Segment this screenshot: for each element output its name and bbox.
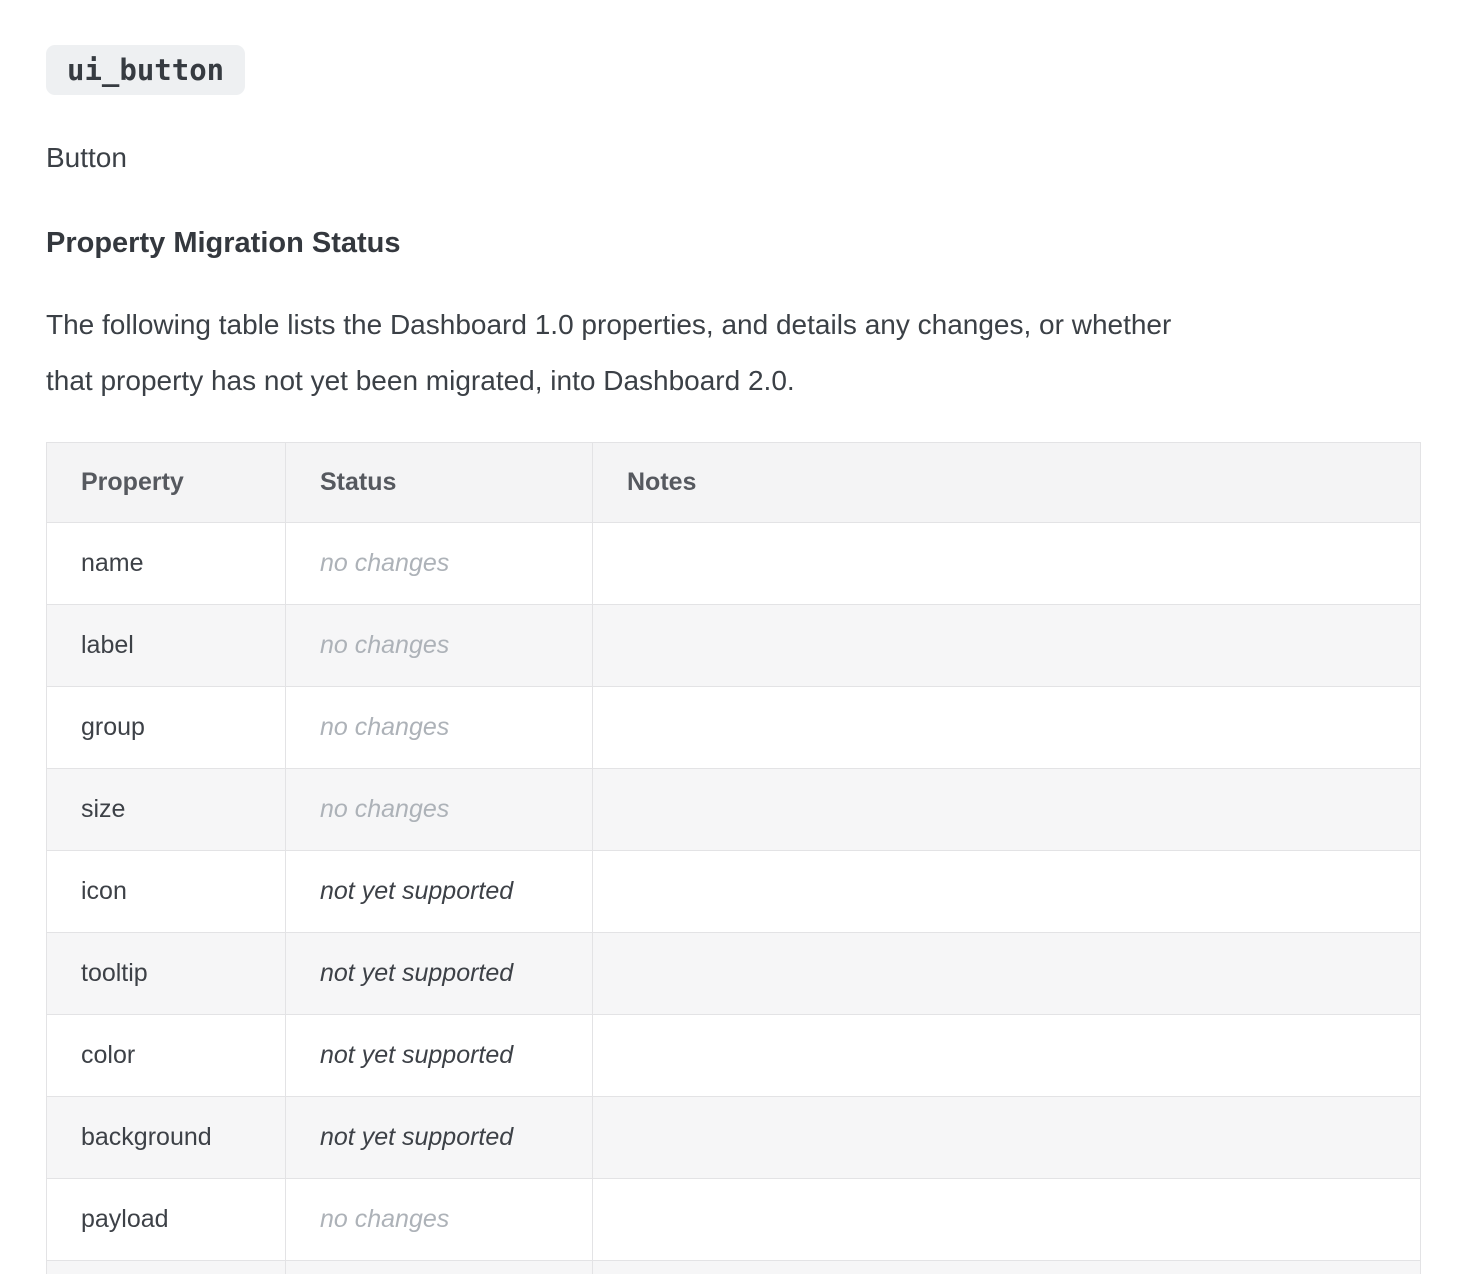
- notes-cell: [593, 687, 1421, 769]
- status-text: no changes: [320, 1205, 450, 1233]
- column-header-notes: Notes: [593, 443, 1421, 523]
- status-cell: [286, 523, 593, 605]
- status-cell: [286, 687, 593, 769]
- status-cell: [286, 769, 593, 851]
- table-header: [47, 443, 1421, 523]
- empty-cell: [286, 1261, 593, 1274]
- status-cell: [286, 1179, 593, 1261]
- property-cell: size: [47, 769, 286, 851]
- component-subtitle: Button: [46, 142, 127, 173]
- table-row: [47, 1179, 1421, 1261]
- empty-cell: [47, 1261, 286, 1274]
- property-cell: background: [47, 1097, 286, 1179]
- table-row: [47, 1015, 1421, 1097]
- status-text: no changes: [320, 795, 450, 823]
- column-header-property: Property: [47, 443, 286, 523]
- notes-cell: [593, 1097, 1421, 1179]
- status-text: not yet supported: [320, 1041, 514, 1069]
- status-text: no changes: [320, 631, 450, 659]
- notes-cell: [593, 1179, 1421, 1261]
- code-chip-ui-button: ui_button: [46, 45, 245, 95]
- status-cell: [286, 933, 593, 1015]
- notes-cell: [593, 851, 1421, 933]
- notes-cell: [593, 523, 1421, 605]
- status-cell: [286, 851, 593, 933]
- status-text: no changes: [320, 713, 450, 741]
- status-cell: [286, 605, 593, 687]
- status-cell: [286, 1097, 593, 1179]
- property-cell: color: [47, 1015, 286, 1097]
- property-cell: name: [47, 523, 286, 605]
- table-row: [47, 605, 1421, 687]
- table-row: [47, 851, 1421, 933]
- notes-cell: [593, 769, 1421, 851]
- intro-paragraph-line: The following table lists the Dashboard 1.0 properties, and details any changes, or whether: [46, 309, 1172, 340]
- property-cell: payload: [47, 1179, 286, 1261]
- empty-cell: [593, 1261, 1421, 1274]
- column-header-status: Status: [286, 443, 593, 523]
- notes-cell: [593, 933, 1421, 1015]
- status-text: not yet supported: [320, 877, 514, 905]
- notes-cell: [593, 1015, 1421, 1097]
- intro-paragraph: [46, 297, 1421, 409]
- table-header-row: [47, 443, 1421, 523]
- property-migration-table: [46, 442, 1421, 1274]
- table-row-partial: [47, 1261, 1421, 1274]
- status-text: no changes: [320, 549, 450, 577]
- notes-cell: [593, 605, 1421, 687]
- intro-paragraph-line: that property has not yet been migrated, into Dashboard 2.0.: [46, 365, 795, 396]
- status-text: not yet supported: [320, 959, 514, 987]
- property-cell: icon: [47, 851, 286, 933]
- section-heading: Property Migration Status: [46, 227, 401, 259]
- table-row: [47, 769, 1421, 851]
- property-cell: label: [47, 605, 286, 687]
- status-text: not yet supported: [320, 1123, 514, 1151]
- status-cell: [286, 1015, 593, 1097]
- property-cell: group: [47, 687, 286, 769]
- table-body: [47, 523, 1421, 1274]
- table-row: [47, 523, 1421, 605]
- table-row: [47, 1097, 1421, 1179]
- property-cell: tooltip: [47, 933, 286, 1015]
- table-row: [47, 933, 1421, 1015]
- table-row: [47, 687, 1421, 769]
